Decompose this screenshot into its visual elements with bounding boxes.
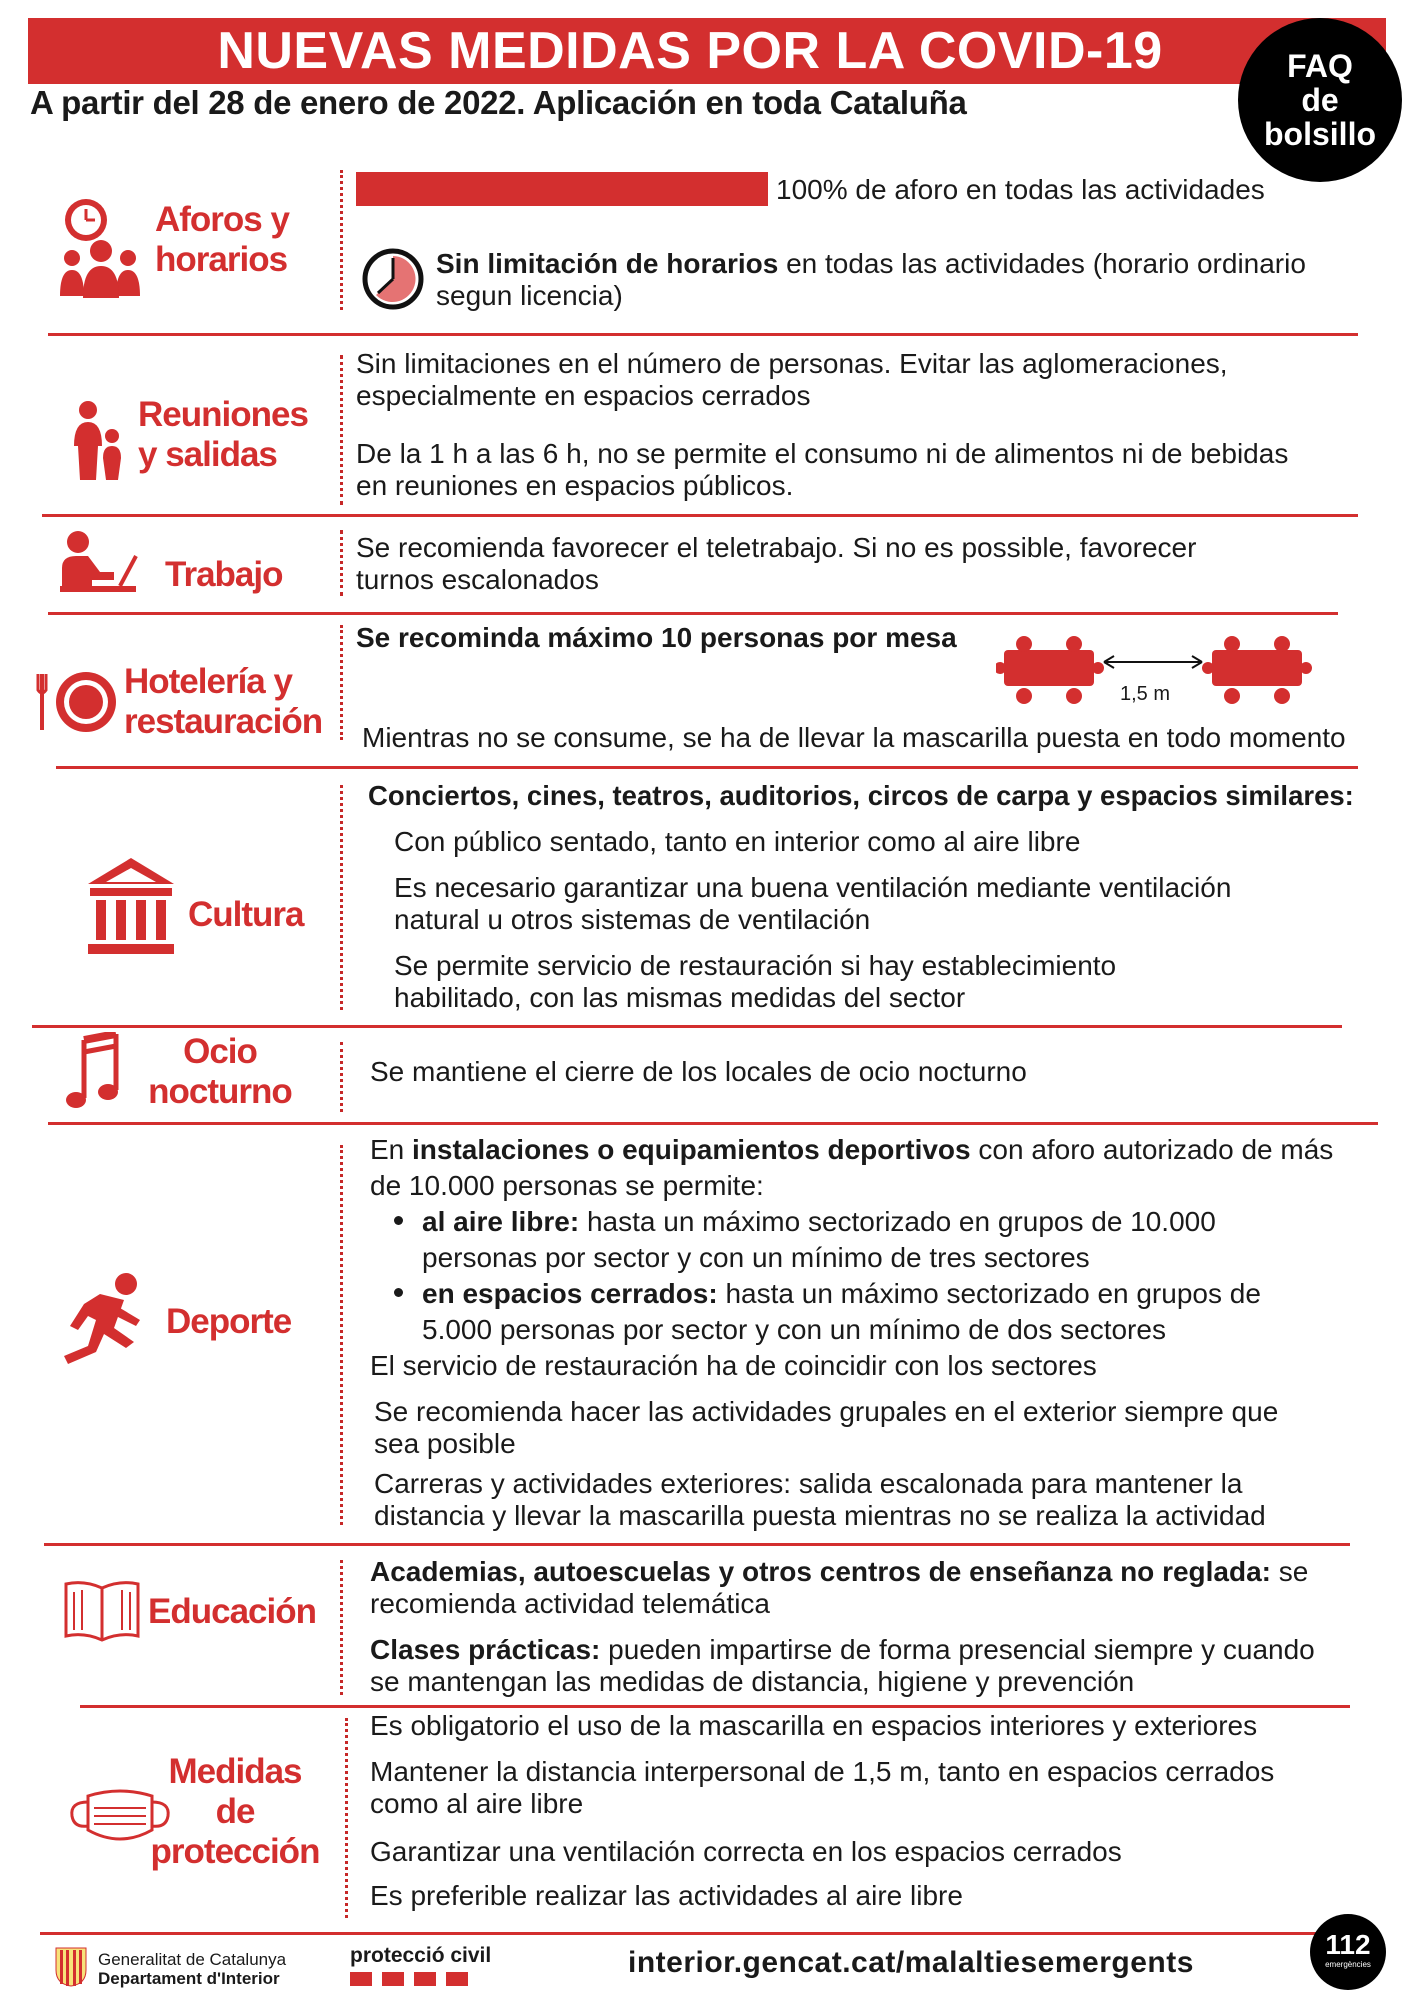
cultura-heading: Conciertos, cines, teatros, auditorios, circos de carpa y espacios similares: [368,780,1354,811]
list-item [370,1204,1390,1276]
section-separator [32,1025,1342,1028]
label-aforos-1: Aforos y [155,200,289,239]
bullet1-line1: hasta un máximo sectorizado en grupos de 10.000 [579,1206,1216,1237]
label-hosteleria [124,662,322,742]
proteccion-p4: Es preferible realizar las actividades al aire libre [370,1880,963,1911]
divider-dotted [340,1560,343,1695]
deporte-intro-pre: En [370,1134,413,1165]
divider-dotted [340,785,343,1010]
label-reuniones-2: y salidas [138,435,277,474]
label-proteccion [140,1752,330,1872]
hours-bold: Sin limitación de horarios [436,248,779,279]
hosteleria-p1: Se recominda máximo 10 personas por mesa [356,622,957,653]
faq-line-1: FAQ [1287,48,1353,84]
section-separator [40,1932,1340,1935]
proteccion-p3: Garantizar una ventilación correcta en los espacios cerrados [370,1836,1122,1867]
label-hosteleria-2: restauración [124,702,323,741]
label-reuniones [138,395,308,475]
deporte-intro-post-2: de 10.000 personas se permite: [370,1170,764,1201]
label-aforos [155,200,289,280]
label-educacion: Educación [148,1592,316,1631]
faq-line-2: de [1301,82,1339,118]
plate-icon [36,670,120,734]
deporte-p3-line1: Carreras y actividades exteriores: salida escalonada para mantener la [374,1468,1243,1499]
cultura-p2 [394,872,1384,936]
trabajo-p1 [356,532,1386,596]
deporte-p3 [374,1468,1384,1532]
educacion-p2 [370,1634,1400,1698]
deporte-p2-line2: sea posible [374,1428,516,1459]
label-ocio [140,1032,300,1112]
reuniones-p1 [356,348,1386,412]
reuniones-p2 [356,438,1386,502]
faq-badge [1238,18,1402,182]
deporte-intro-post-1: con aforo autorizado de más [970,1134,1334,1165]
label-reuniones-1: Reuniones [138,395,308,434]
deporte-block [370,1132,1390,1384]
label-proteccion-2: de [215,1792,255,1831]
distance-label: 1,5 m [1120,683,1171,705]
section-separator [56,766,1358,769]
deporte-restauracion: El servicio de restauración ha de coincidir con los sectores [370,1350,1097,1381]
educacion-p2-rest1: pueden impartirse de forma presencial siempre y cuando [600,1634,1315,1665]
divider-dotted [340,1042,343,1112]
cultura-p2-line1: Es necesario garantizar una buena ventilación mediante ventilación [394,872,1232,903]
label-trabajo: Trabajo [165,555,283,594]
badge-112 [1310,1914,1386,1990]
educacion-p2-bold: Clases prácticas: [370,1634,601,1665]
educacion-p1-bold: Academias, autoescuelas y otros centros de enseñanza no reglada: [370,1556,1271,1587]
deporte-p2 [374,1396,1384,1460]
section-separator [44,1543,1350,1546]
section-separator [48,612,1338,615]
clock-icon [362,248,424,310]
runner-icon [62,1272,148,1368]
divider-dotted [340,1145,343,1525]
page-subtitle: A partir del 28 de enero de 2022. Aplicación en toda Cataluña [30,84,967,121]
cultura-p1: Con público sentado, tanto en interior como al aire libre [394,826,1081,857]
label-ocio-1: Ocio [183,1032,257,1071]
educacion-p1-rest1: se [1271,1556,1309,1587]
table-icon [1202,636,1312,704]
faq-line-3: bolsillo [1264,116,1376,152]
generalitat-line1: Generalitat de Catalunya [98,1950,287,1969]
label-proteccion-1: Medidas [168,1752,302,1791]
reuniones-p2-line2: en reuniones en espacios públicos. [356,470,794,501]
family-icon [66,400,128,482]
section-separator [48,1122,1378,1125]
reuniones-p1-line2: especialmente en espacios cerrados [356,380,811,411]
label-proteccion-3: protección [150,1832,320,1871]
arrow-icon [1104,656,1202,668]
clock-people-icon [58,196,148,300]
trabajo-p1-line1: Se recomienda favorecer el teletrabajo. Si no es possible, favorecer [356,532,1197,563]
bullet1-bold: al aire libre: [422,1206,580,1237]
section-separator [42,514,1358,517]
label-hosteleria-1: Hotelería y [124,662,292,701]
table-icon [996,636,1104,704]
educacion-p2-rest2: se mantengan las medidas de distancia, higiene y prevención [370,1666,1135,1697]
cultura-p3 [394,950,1384,1014]
cultura-p3-line1: Se permite servicio de restauración si hay establecimiento [394,950,1117,981]
proteccio-civil-logo [350,1972,470,1986]
badge-112-number: 112 [1325,1929,1371,1960]
deporte-bullets [370,1204,1390,1348]
hours-rest-2: segun licencia) [436,280,623,311]
ocio-p1: Se mantiene el cierre de los locales de ocio nocturno [370,1056,1027,1087]
badge-112-sub: emergències [1325,1960,1371,1969]
proteccio-civil-label: protecció civil [350,1944,492,1967]
building-icon [86,856,176,956]
label-aforos-2: horarios [155,240,288,279]
list-item [370,1276,1390,1348]
book-icon [62,1578,142,1642]
bullet2-line1: hasta un máximo sectorizado en grupos de [717,1278,1261,1309]
music-note-icon [66,1032,124,1112]
section-separator [80,1705,1350,1708]
proteccion-p2 [370,1756,1400,1820]
reuniones-p1-line1: Sin limitaciones en el número de personas. Evitar las aglomeraciones, [356,348,1228,379]
page-title: NUEVAS MEDIDAS POR LA COVID-19 [217,22,1163,80]
hosteleria-p2: Mientras no se consume, se ha de llevar la mascarilla puesta en todo momento [362,722,1346,753]
bullet2-line2: 5.000 personas por sector y con un mínimo de dos sectores [422,1314,1166,1345]
capacity-text: 100% de aforo en todas las actividades [776,174,1265,205]
footer-url[interactable]: interior.gencat.cat/malaltiesemergents [628,1946,1194,1979]
cultura-p3-line2: habilitado, con las mismas medidas del sector [394,982,966,1013]
capacity-bar [356,172,768,206]
deporte-intro-bold: instalaciones o equipamientos deportivos [412,1134,971,1165]
divider-dotted [340,530,343,596]
generalitat-text [98,1950,286,1988]
divider-dotted [340,355,343,505]
capacity-track [356,172,768,206]
trabajo-p1-line2: turnos escalonados [356,564,599,595]
label-ocio-2: nocturno [148,1072,292,1111]
proteccion-p1: Es obligatorio el uso de la mascarilla en espacios interiores y exteriores [370,1710,1258,1741]
proteccion-p2-line1: Mantener la distancia interpersonal de 1,5 m, tanto en espacios cerrados [370,1756,1275,1787]
bullet2-bold: en espacios cerrados: [422,1278,718,1309]
bullet1-line2: personas por sector y con un mínimo de tres sectores [422,1242,1090,1273]
divider-dotted [345,1718,348,1918]
deporte-p2-line1: Se recomienda hacer las actividades grupales en el exterior siempre que [374,1396,1279,1427]
cultura-p2-line2: natural u otros sistemas de ventilación [394,904,871,935]
desk-worker-icon [58,530,140,596]
educacion-p1-rest2: recomienda actividad telemática [370,1588,770,1619]
label-cultura: Cultura [188,895,304,934]
deporte-intro [370,1132,1390,1168]
hours-text [436,248,1396,312]
deporte-p3-line2: distancia y llevar la mascarilla puesta mientras no se realiza la actividad [374,1500,1266,1531]
generalitat-logo [54,1946,88,1988]
label-deporte: Deporte [166,1302,292,1341]
educacion-p1 [370,1556,1390,1620]
proteccion-p2-line2: como al aire libre [370,1788,584,1819]
reuniones-p2-line1: De la 1 h a las 6 h, no se permite el consumo ni de alimentos ni de bebidas [356,438,1289,469]
hours-rest-1: en todas las actividades (horario ordinario [778,248,1306,279]
section-separator [48,333,1358,336]
divider-dotted [340,170,343,310]
divider-dotted [340,625,343,740]
generalitat-line2: Departament d'Interior [98,1969,280,1988]
